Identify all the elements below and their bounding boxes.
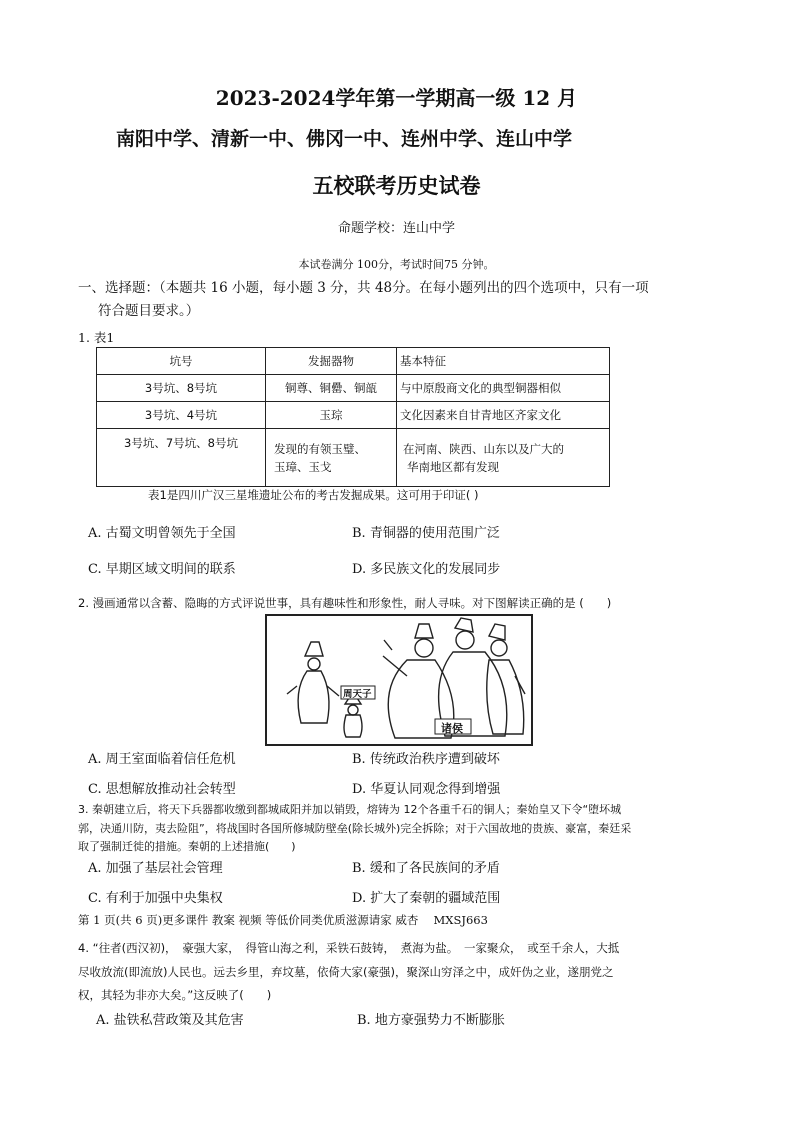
table-cell: 3号坑、7号坑、8号坑 [97, 429, 266, 487]
table-cell-line: 玉璋、玉戈 [274, 459, 332, 474]
q4-stem-line2: 尽收放流(即流放)人民也。远去乡里，弃坟墓，依倚大家(豪强)，聚深山穷泽之中，成奸伪之业，遂朋党之 [78, 965, 614, 979]
setter-school: 命题学校：连山中学 [337, 221, 455, 236]
table-row [97, 375, 610, 402]
table-cell: 与中原殷商文化的典型铜器相似 [397, 375, 610, 402]
exam-title-schools: 南阳中学、清新一中、佛冈一中、连州中学、连山中学 [116, 128, 573, 150]
q2-stem: 2. 漫画通常以含蓄、隐晦的方式评说世事，具有趣味性和形象性，耐人寻味。对下图解读正确的是 ( ) [78, 596, 612, 610]
exam-note: 本试卷满分 100分，考试时间75 分钟。 [298, 258, 495, 271]
q1-option-c: C. 早期区域文明间的联系 [88, 562, 236, 577]
q2-cartoon-image [265, 614, 533, 746]
table-header-cell: 坑号 [97, 348, 266, 375]
q1-caption: 表1是四川广汉三星堆遗址公布的考古发掘成果。这可用于印证( ) [148, 488, 479, 502]
table-header-cell: 基本特征 [397, 348, 610, 375]
cartoon-label-king: 周天子 [343, 689, 372, 700]
q3-option-c: C. 有利于加强中央集权 [88, 891, 223, 906]
q3-stem-line1: 3. 秦朝建立后，将天下兵器都收缴到都城咸阳并加以销毁，熔铸为 12个各重千石的铜人；秦始皇又下令“堕坏城 [78, 803, 622, 816]
table-cell: 3号坑、8号坑 [97, 375, 266, 402]
q1-option-d: D. 多民族文化的发展同步 [352, 562, 501, 577]
section-instructions-line2: 符合题目要求。） [98, 303, 200, 319]
q3-stem-line2: 郭，决通川防，夷去险阻”，将战国时各国所修城防壁垒(除长城外)完全拆除；对于六国故地的贵族、豪富，秦廷采 [78, 822, 632, 835]
table-cell: 文化因素来自甘青地区齐家文化 [397, 402, 610, 429]
q4-option-a: A. 盐铁私营政策及其危害 [96, 1013, 244, 1028]
table-cell: 铜尊、铜罍、铜瓿 [266, 375, 397, 402]
table-cell-line: 在河南、陕西、山东以及广大的 [403, 441, 564, 456]
exam-title-line1: 2023-2024学年第一学期高一级 12 月 [215, 86, 578, 110]
table-cell-line: 华南地区都有发现 [407, 459, 499, 474]
q4-stem-line3: 权，其轻为非亦大矣。”这反映了( ) [78, 988, 272, 1002]
table-row [97, 402, 610, 429]
table-cell: 3号坑、4号坑 [97, 402, 266, 429]
table-header-row [97, 348, 610, 375]
q4-option-b: B. 地方豪强势力不断膨胀 [357, 1013, 505, 1028]
q1-table [96, 347, 610, 487]
table-cell: 玉琮 [266, 402, 397, 429]
q2-option-b: B. 传统政治秩序遭到破坏 [352, 752, 500, 767]
q3-option-d: D. 扩大了秦朝的疆域范围 [352, 891, 501, 906]
q3-option-b: B. 缓和了各民族间的矛盾 [352, 861, 500, 876]
q2-option-a: A. 周王室面临着信任危机 [88, 752, 236, 767]
q4-stem-line1: 4. “往者(西汉初)， 豪强大家， 得管山海之利，采铁石鼓铸， 煮海为盐。 一家聚众， 或至千余人，大抵 [78, 941, 620, 955]
q3-stem-line3: 取了强制迁徙的措施。秦朝的上述措施( ) [78, 840, 296, 853]
cartoon-label-lords: 诸侯 [441, 722, 463, 735]
q2-option-d: D. 华夏认同观念得到增强 [352, 782, 501, 797]
q1-option-a: A. 古蜀文明曾领先于全国 [88, 526, 236, 541]
q1-option-b: B. 青铜器的使用范围广泛 [352, 526, 500, 541]
table-cell-line: 发现的有领玉璧、 [274, 441, 366, 456]
q1-label: 1. 表1 [78, 330, 115, 345]
table-cell-multiline [266, 429, 397, 487]
q2-option-c: C. 思想解放推动社会转型 [88, 782, 236, 797]
section-instructions-line1: 一、选择题：（本题共 16 小题，每小题 3 分，共 48分。在每小题列出的四个选项中，只有一项 [78, 280, 649, 296]
table-cell-multiline [397, 429, 610, 487]
cartoon-drawing [267, 616, 531, 744]
table-header-cell: 发掘器物 [266, 348, 397, 375]
table-row [97, 429, 610, 487]
q3-option-a: A. 加强了基层社会管理 [88, 861, 223, 876]
exam-title-subject: 五校联考历史试卷 [312, 173, 481, 198]
page-footer: 第 1 页(共 6 页)更多课件 教案 视频 等低价同类优质滋源请家 威杏 MXSJ663 [78, 913, 488, 927]
